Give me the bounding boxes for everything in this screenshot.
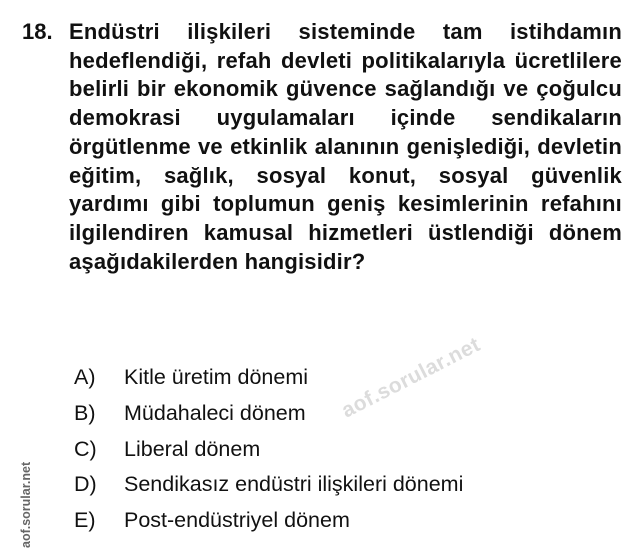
option-d[interactable] — [74, 467, 614, 503]
watermark-center: aof.sorular.net — [338, 332, 485, 423]
option-text: Kitle üretim dönemi — [124, 365, 309, 389]
question-number: 18. — [22, 19, 53, 44]
option-a[interactable] — [74, 360, 614, 396]
option-letter: E) — [74, 508, 96, 533]
question-text: Endüstri ilişkileri sisteminde tam istihdamın hedeflendiği, refah devleti politikalarıyla ücretlilere belirli bir ekonomik güvence sağlandığı ve çoğulcu demokrasi uygulamaları içinde sendikaların örgütlenme ve etkinlik alanının genişlediği, devletin eğitim, sağlık, sosyal konut, sosyal güvenlik yardımı gibi toplumun geniş kesimlerinin refahını ilgilendiren kamusal hizmetleri üstlendiği dönem aşağıdakilerden hangisidir? — [69, 19, 622, 274]
option-text: Post-endüstriyel dönem — [124, 508, 350, 533]
option-letter: B) — [74, 400, 96, 425]
option-e[interactable] — [74, 503, 614, 539]
watermark-side: aof.sorular.net — [19, 461, 33, 548]
option-text: Müdahaleci dönem — [124, 400, 306, 425]
option-letter: A) — [74, 365, 96, 389]
answer-options — [74, 360, 614, 539]
option-c[interactable] — [74, 432, 614, 468]
option-text: Sendikasız endüstri ilişkileri dönemi — [124, 472, 464, 497]
option-letter: C) — [74, 436, 97, 461]
option-text: Liberal dönem — [124, 436, 261, 461]
option-letter: D) — [74, 472, 97, 497]
